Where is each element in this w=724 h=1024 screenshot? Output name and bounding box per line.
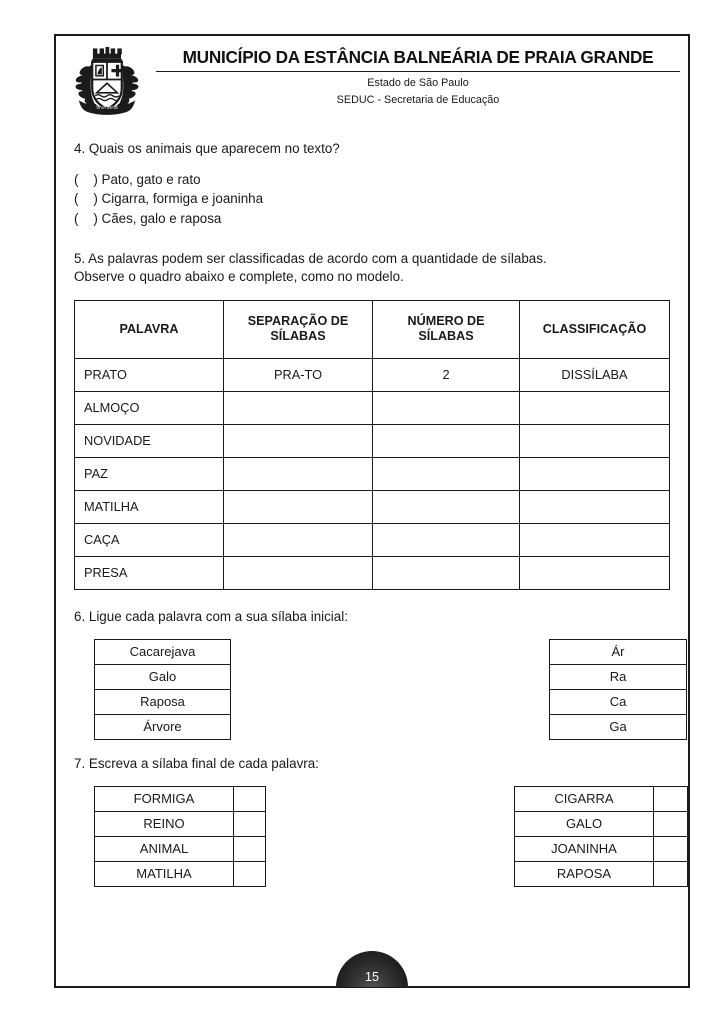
table-row	[75, 391, 670, 424]
svg-text:VIVA MAIS: VIVA MAIS	[96, 105, 118, 111]
cell-classificacao[interactable]	[520, 490, 670, 523]
header-line: PALAVRA	[119, 321, 179, 336]
list-item[interactable]	[95, 639, 231, 664]
question-6-syllables-box	[549, 639, 687, 740]
question-7-answer-area	[74, 786, 670, 888]
cell-palavra: MATILHA	[75, 490, 224, 523]
table-header-row	[75, 300, 670, 358]
list-item[interactable]	[95, 664, 231, 689]
document-header	[56, 36, 688, 122]
cell-palavra: PAZ	[75, 457, 224, 490]
question-7-prompt: 7. Escreva a sílaba final de cada palavra:	[74, 755, 319, 771]
answer-input-cell[interactable]	[234, 811, 266, 836]
syllable-cell[interactable]: Ca	[550, 689, 687, 714]
word-cell[interactable]: Árvore	[95, 714, 231, 739]
header-line: SÍLABAS	[270, 329, 326, 344]
question-4-option[interactable]: ( ) Pato, gato e rato	[74, 171, 201, 187]
cell-separacao[interactable]	[224, 457, 373, 490]
column-header-classificacao	[520, 300, 670, 358]
cell-classificacao[interactable]: DISSÍLABA	[520, 358, 670, 391]
syllable-cell[interactable]: Ga	[550, 714, 687, 739]
table-row	[75, 424, 670, 457]
syllable-cell[interactable]: Ár	[550, 639, 687, 664]
cell-numero[interactable]	[373, 490, 520, 523]
header-line: SÍLABAS	[418, 329, 474, 344]
column-header-numero	[373, 300, 520, 358]
header-subtitle-state: Estado de São Paulo	[367, 77, 469, 89]
cell-numero[interactable]	[373, 523, 520, 556]
list-item[interactable]	[95, 689, 231, 714]
table-row	[75, 556, 670, 589]
word-cell: REINO	[95, 811, 234, 836]
answer-input-cell[interactable]	[234, 861, 266, 886]
cell-palavra: CAÇA	[75, 523, 224, 556]
table-row	[75, 490, 670, 523]
cell-numero[interactable]: 2	[373, 358, 520, 391]
cell-palavra: PRESA	[75, 556, 224, 589]
question-4-option[interactable]: ( ) Cães, galo e raposa	[74, 210, 222, 226]
table-row	[75, 523, 670, 556]
answer-input-cell[interactable]	[654, 861, 688, 886]
column-header-palavra	[75, 300, 224, 358]
list-item	[95, 861, 266, 886]
cell-numero[interactable]	[373, 556, 520, 589]
answer-input-cell[interactable]	[654, 786, 688, 811]
answer-input-cell[interactable]	[654, 836, 688, 861]
coat-of-arms-icon	[70, 44, 144, 118]
word-cell: FORMIGA	[95, 786, 234, 811]
header-subtitle-department: SEDUC - Secretaria de Educação	[336, 94, 500, 106]
answer-input-cell[interactable]	[234, 786, 266, 811]
header-line: CLASSIFICAÇÃO	[542, 321, 647, 336]
list-item	[515, 786, 688, 811]
column-header-separacao	[224, 300, 373, 358]
word-cell[interactable]: Cacarejava	[95, 639, 231, 664]
question-5-prompt-line2: Observe o quadro abaixo e complete, como no modelo.	[74, 268, 404, 284]
cell-palavra: PRATO	[75, 358, 224, 391]
question-4-option[interactable]: ( ) Cigarra, formiga e joaninha	[74, 191, 264, 207]
word-cell: ANIMAL	[95, 836, 234, 861]
answer-input-cell[interactable]	[234, 836, 266, 861]
cell-classificacao[interactable]	[520, 391, 670, 424]
page-frame	[54, 34, 690, 988]
list-item	[515, 811, 688, 836]
question-6-words-box	[94, 639, 231, 740]
list-item	[515, 836, 688, 861]
word-cell: GALO	[515, 811, 654, 836]
cell-classificacao[interactable]	[520, 556, 670, 589]
cell-numero[interactable]	[373, 457, 520, 490]
list-item[interactable]	[95, 714, 231, 739]
question-5-prompt-line1: 5. As palavras podem ser classificadas de acordo com a quantidade de sílabas.	[74, 250, 547, 266]
syllable-cell[interactable]: Ra	[550, 664, 687, 689]
list-item[interactable]	[550, 639, 687, 664]
question-7-left-box	[94, 786, 266, 887]
cell-palavra: ALMOÇO	[75, 391, 224, 424]
question-5	[74, 250, 670, 590]
cell-separacao[interactable]	[224, 523, 373, 556]
page-number-badge: 15	[336, 951, 408, 987]
cell-separacao[interactable]	[224, 391, 373, 424]
cell-numero[interactable]	[373, 424, 520, 457]
list-item	[95, 786, 266, 811]
header-line: NÚMERO DE	[407, 314, 485, 329]
list-item	[95, 811, 266, 836]
question-7-right-box	[514, 786, 688, 887]
cell-separacao[interactable]: PRA-TO	[224, 358, 373, 391]
cell-palavra: NOVIDADE	[75, 424, 224, 457]
list-item	[515, 861, 688, 886]
word-cell: RAPOSA	[515, 861, 654, 886]
question-4-options	[74, 170, 670, 228]
cell-numero[interactable]	[373, 391, 520, 424]
header-line: SEPARAÇÃO DE	[247, 314, 349, 329]
word-cell: MATILHA	[95, 861, 234, 886]
table-row	[75, 358, 670, 391]
word-cell[interactable]: Galo	[95, 664, 231, 689]
question-4	[74, 140, 670, 228]
question-7	[74, 755, 670, 888]
question-6-match-area	[74, 639, 670, 741]
cell-separacao[interactable]	[224, 556, 373, 589]
question-6-prompt: 6. Ligue cada palavra com a sua sílaba inicial:	[74, 608, 348, 624]
answer-input-cell[interactable]	[654, 811, 688, 836]
list-item[interactable]	[550, 714, 687, 739]
worksheet-content	[74, 140, 670, 888]
word-cell: CIGARRA	[515, 786, 654, 811]
list-item[interactable]	[550, 689, 687, 714]
cell-classificacao[interactable]	[520, 523, 670, 556]
page-title: MUNICÍPIO DA ESTÂNCIA BALNEÁRIA DE PRAIA GRANDE	[156, 47, 680, 72]
list-item	[95, 836, 266, 861]
list-item[interactable]	[550, 664, 687, 689]
syllable-table	[74, 300, 670, 590]
table-row	[75, 457, 670, 490]
cell-separacao[interactable]	[224, 424, 373, 457]
cell-classificacao[interactable]	[520, 457, 670, 490]
cell-separacao[interactable]	[224, 490, 373, 523]
word-cell: JOANINHA	[515, 836, 654, 861]
cell-classificacao[interactable]	[520, 424, 670, 457]
word-cell[interactable]: Raposa	[95, 689, 231, 714]
question-4-prompt: 4. Quais os animais que aparecem no texto?	[74, 141, 340, 156]
question-6	[74, 608, 670, 741]
